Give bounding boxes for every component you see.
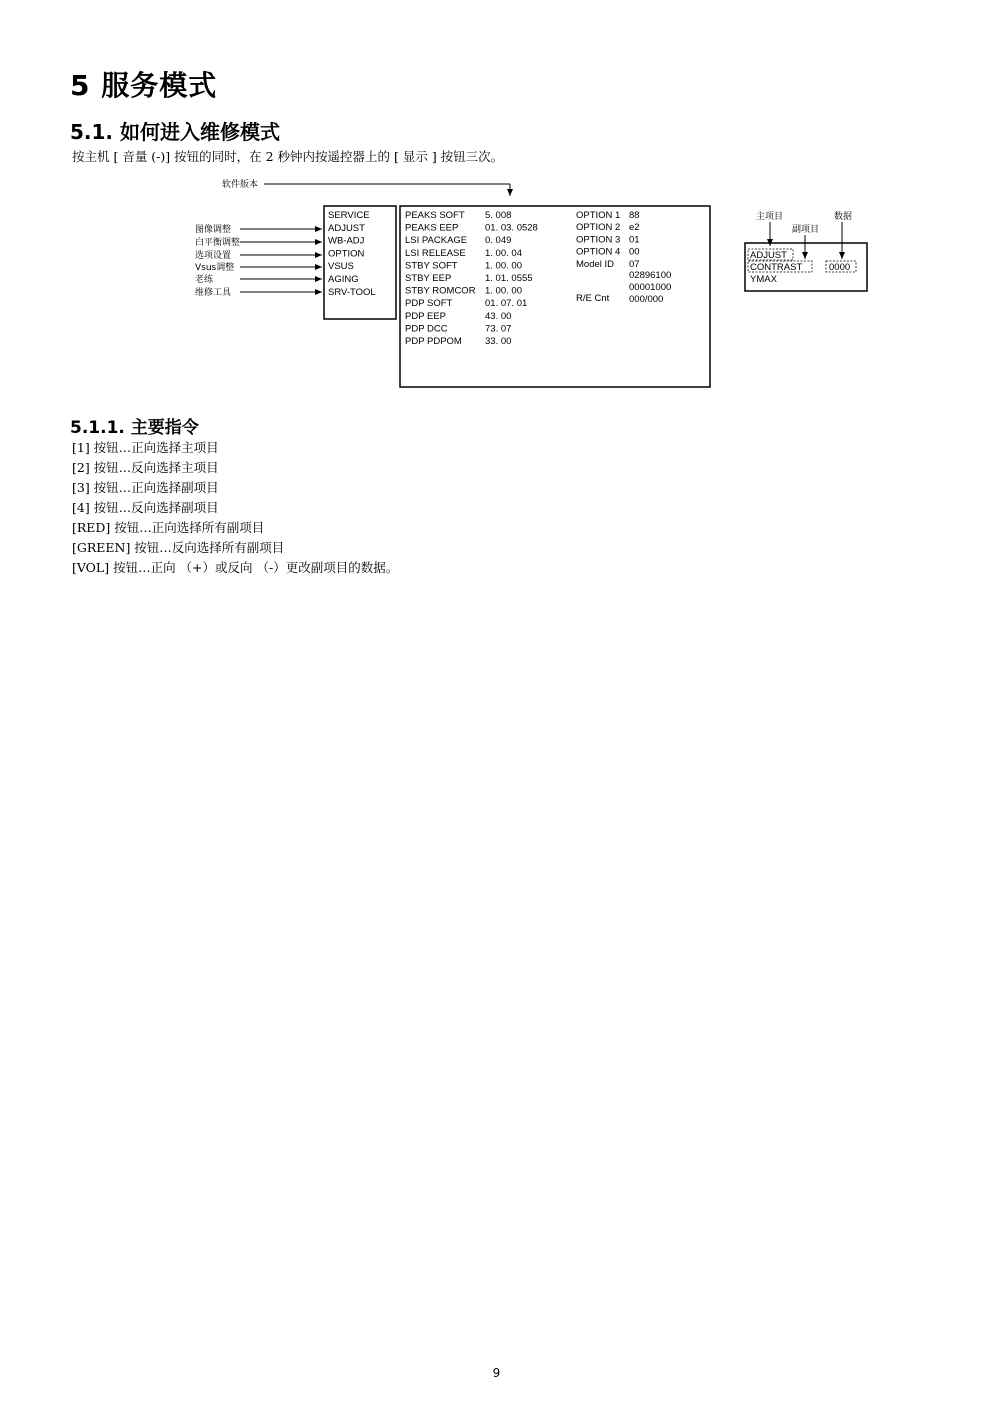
info-value: 73. 07 — [485, 323, 512, 335]
info-value: 01. 03. 0528 — [485, 222, 538, 234]
option-key: OPTION 2 — [576, 222, 621, 234]
left-label: 老练 — [195, 275, 214, 285]
menu-item: OPTION — [328, 248, 365, 260]
info-key: PEAKS EEP — [405, 222, 459, 234]
info-value: 33. 00 — [485, 336, 512, 347]
data-label: 数据 — [834, 212, 853, 222]
option-value: 01 — [629, 234, 640, 246]
commands-title: 5.1.1. 主要指令 — [70, 418, 199, 438]
info-key: STBY SOFT — [405, 260, 458, 272]
info-value: 1. 00. 00 — [485, 285, 522, 297]
page-number: 9 — [492, 1366, 501, 1380]
right-panel-line-contrast: CONTRAST — [750, 262, 803, 273]
info-value: 1. 00. 00 — [485, 260, 522, 272]
info-key: LSI RELEASE — [405, 247, 466, 259]
main-item-label: 主项目 — [756, 212, 784, 222]
intro-text: 按主机 [ 音量 (-)] 按钮的同时，在 2 秒钟内按遥控器上的 [ 显示 ] 按钮三次。 — [72, 149, 504, 164]
info-value: 43. 00 — [485, 310, 512, 322]
re-cnt-value: 000/000 — [629, 294, 664, 305]
command-item: [4] 按钮…反向选择副项目 — [72, 500, 219, 515]
info-key: STBY EEP — [405, 273, 452, 284]
commands-list — [72, 438, 398, 578]
menu-item: ADJUST — [328, 222, 365, 234]
section-title: 5 服务模式 — [70, 69, 218, 102]
option-key: OPTION 1 — [576, 210, 621, 221]
left-label: Vsus调整 — [195, 263, 235, 273]
info-key: PDP PDPOM — [405, 336, 462, 347]
info-value: 5. 008 — [485, 210, 512, 221]
info-key: PDP SOFT — [405, 298, 453, 310]
right-panel-line-adjust: ADJUST — [750, 250, 787, 261]
extra-value-1: 02896100 — [629, 270, 672, 281]
info-value: 1. 00. 04 — [485, 247, 522, 259]
command-item: [2] 按钮…反向选择主项目 — [72, 460, 219, 475]
right-panel-line-ymax: YMAX — [750, 274, 777, 285]
menu-item: SERVICE — [328, 210, 370, 221]
menu-item: VSUS — [328, 261, 354, 273]
command-item: [3] 按钮…正向选择副项目 — [72, 480, 219, 495]
left-label: 白平衡调整 — [195, 238, 241, 248]
info-key: PEAKS SOFT — [405, 210, 465, 221]
command-item: [RED] 按钮…正向选择所有副项目 — [72, 520, 265, 535]
sub-item-label: 副项目 — [792, 225, 820, 235]
menu-item: SRV-TOOL — [328, 286, 376, 298]
right-panel-data-value: 0000 — [829, 262, 851, 273]
info-value: 1. 01. 0555 — [485, 273, 533, 284]
command-item: [1] 按钮…正向选择主项目 — [72, 440, 219, 455]
info-key: PDP DCC — [405, 323, 448, 335]
info-key: STBY ROMCOR — [405, 285, 476, 297]
menu-item: WB-ADJ — [328, 235, 365, 247]
re-cnt-key: R/E Cnt — [576, 293, 610, 304]
info-value: 01. 07. 01 — [485, 298, 528, 310]
option-value: 88 — [629, 210, 640, 221]
option-value: 00 — [629, 246, 640, 258]
option-key: Model ID — [576, 258, 615, 270]
command-item: [GREEN] 按钮…反向选择所有副项目 — [72, 540, 285, 555]
menu-item: AGING — [328, 274, 359, 285]
option-key: OPTION 3 — [576, 234, 621, 246]
command-item: [VOL] 按钮…正向 （+）或反向 （-）更改副项目的数据。 — [72, 560, 399, 575]
left-label: 维修工具 — [195, 288, 232, 298]
extra-value-2: 00001000 — [629, 282, 672, 293]
subsection-title: 5.1. 如何进入维修模式 — [70, 120, 280, 144]
option-key: OPTION 4 — [576, 246, 621, 258]
software-version-label: 软件版本 — [222, 180, 259, 190]
left-label: 选项设置 — [195, 251, 232, 261]
option-value: 07 — [629, 258, 640, 270]
left-label: 图像调整 — [195, 225, 232, 235]
info-value: 0. 049 — [485, 235, 512, 247]
service-mode-diagram — [0, 0, 993, 400]
info-key: LSI PACKAGE — [405, 235, 468, 247]
option-value: e2 — [629, 222, 640, 234]
info-key: PDP EEP — [405, 310, 447, 322]
